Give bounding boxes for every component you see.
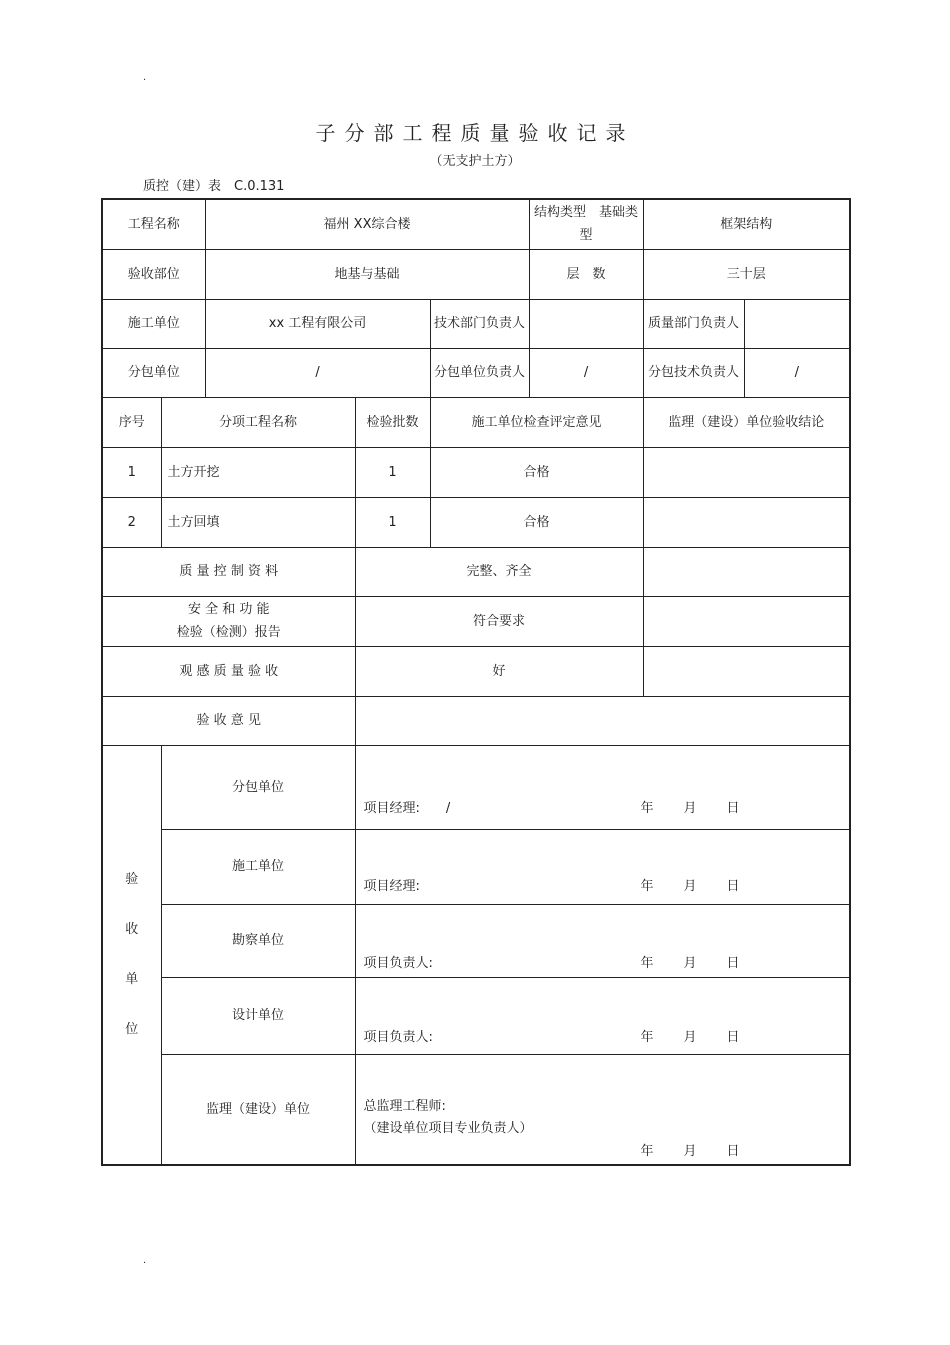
quality-data-conclusion xyxy=(643,547,850,596)
sub-head-label: 分包单位负责人 xyxy=(430,348,529,397)
sub-head-value: / xyxy=(529,348,643,397)
subcontractor-label: 分包单位 xyxy=(102,348,205,397)
header-item-name: 分项工程名称 xyxy=(161,397,355,447)
opinion-value xyxy=(355,696,850,745)
month-label: 月 xyxy=(683,800,697,816)
safety-function-conclusion xyxy=(643,596,850,646)
accept-units-label: 验 收 单 位 xyxy=(102,745,161,1165)
safety-function-label xyxy=(102,596,355,646)
signer-role: 项目负责人: xyxy=(363,955,433,971)
signer-date xyxy=(641,952,770,975)
signer-unit: 施工单位 xyxy=(161,829,355,904)
signer-date xyxy=(641,875,770,898)
signer-unit: 分包单位 xyxy=(161,745,355,829)
year-label: 年 xyxy=(640,955,654,971)
builder-label: 施工单位 xyxy=(102,299,205,348)
structure-type-label: 结构类型 基础类型 xyxy=(529,199,643,249)
item-name: 土方开挖 xyxy=(161,447,355,497)
appearance-label: 观 感 质 量 验 收 xyxy=(102,646,355,696)
safety-function-label-line1: 安 全 和 功 能 xyxy=(187,602,270,617)
signer-date xyxy=(641,1140,770,1163)
project-name-label: 工程名称 xyxy=(102,199,205,249)
item-conclusion xyxy=(643,497,850,547)
month-label: 月 xyxy=(683,878,697,894)
signer-date xyxy=(641,797,770,820)
signer-role: 项目负责人: xyxy=(363,1029,433,1045)
day-label: 日 xyxy=(726,1143,740,1159)
item-batches: 1 xyxy=(355,497,430,547)
quality-head-value xyxy=(744,299,850,348)
table-row xyxy=(102,447,850,497)
appearance-conclusion xyxy=(643,646,850,696)
sub-tech-value: / xyxy=(744,348,850,397)
quality-head-label: 质量部门负责人 xyxy=(643,299,744,348)
acceptance-part-label: 验收部位 xyxy=(102,249,205,299)
builder-value: xx 工程有限公司 xyxy=(205,299,430,348)
day-label: 日 xyxy=(726,800,740,816)
project-name-value: 福州 XX综合楼 xyxy=(205,199,529,249)
floors-value: 三十层 xyxy=(643,249,850,299)
signer-role: 项目经理: / xyxy=(363,800,451,816)
tech-head-label: 技术部门负责人 xyxy=(430,299,529,348)
year-label: 年 xyxy=(640,1029,654,1045)
floors-label: 层 数 xyxy=(529,249,643,299)
month-label: 月 xyxy=(683,1143,697,1159)
signer-date xyxy=(641,1026,770,1049)
safety-function-value: 符合要求 xyxy=(355,596,643,646)
top-dot: . xyxy=(143,72,147,83)
structure-type-value: 框架结构 xyxy=(643,199,850,249)
item-no: 1 xyxy=(102,447,161,497)
quality-data-label: 质 量 控 制 资 料 xyxy=(102,547,355,596)
subcontractor-value: / xyxy=(205,348,430,397)
header-supervisor-conclusion: 监理（建设）单位验收结论 xyxy=(643,397,850,447)
safety-function-label-line2: 检验（检测）报告 xyxy=(176,625,281,640)
acceptance-table xyxy=(101,198,851,1166)
signer-role: 项目经理: xyxy=(363,878,420,894)
signer-cell xyxy=(355,745,850,829)
item-name: 土方回填 xyxy=(161,497,355,547)
sub-tech-label: 分包技术负责人 xyxy=(643,348,744,397)
month-label: 月 xyxy=(683,1029,697,1045)
tech-head-value xyxy=(529,299,643,348)
item-opinion: 合格 xyxy=(430,497,643,547)
item-opinion: 合格 xyxy=(430,447,643,497)
signer-unit: 勘察单位 xyxy=(161,904,355,977)
day-label: 日 xyxy=(726,1029,740,1045)
year-label: 年 xyxy=(640,1143,654,1159)
appearance-value: 好 xyxy=(355,646,643,696)
year-label: 年 xyxy=(640,800,654,816)
month-label: 月 xyxy=(683,955,697,971)
year-label: 年 xyxy=(640,878,654,894)
signer-cell xyxy=(355,977,850,1054)
header-no: 序号 xyxy=(102,397,161,447)
header-batches: 检验批数 xyxy=(355,397,430,447)
table-row xyxy=(102,497,850,547)
acceptance-part-value: 地基与基础 xyxy=(205,249,529,299)
opinion-label: 验 收 意 见 xyxy=(102,696,355,745)
signer-unit: 监理（建设）单位 xyxy=(161,1054,355,1165)
item-no: 2 xyxy=(102,497,161,547)
signer-cell xyxy=(355,904,850,977)
header-builder-opinion: 施工单位检查评定意见 xyxy=(430,397,643,447)
signer-role: 总监理工程师: xyxy=(363,1098,446,1114)
signer-cell xyxy=(355,1054,850,1165)
form-code: 质控（建）表 C.0.131 xyxy=(143,179,285,194)
signer-role-note: （建设单位项目专业负责人） xyxy=(363,1120,533,1136)
signer-unit: 设计单位 xyxy=(161,977,355,1054)
item-conclusion xyxy=(643,447,850,497)
day-label: 日 xyxy=(726,878,740,894)
form-title: 子分部工程质量验收记录 xyxy=(315,121,635,145)
day-label: 日 xyxy=(726,955,740,971)
signer-cell xyxy=(355,829,850,904)
form-subtitle: （无支护土方） xyxy=(429,154,521,169)
item-batches: 1 xyxy=(355,447,430,497)
quality-data-value: 完整、齐全 xyxy=(355,547,643,596)
bottom-dot: . xyxy=(143,1255,147,1266)
